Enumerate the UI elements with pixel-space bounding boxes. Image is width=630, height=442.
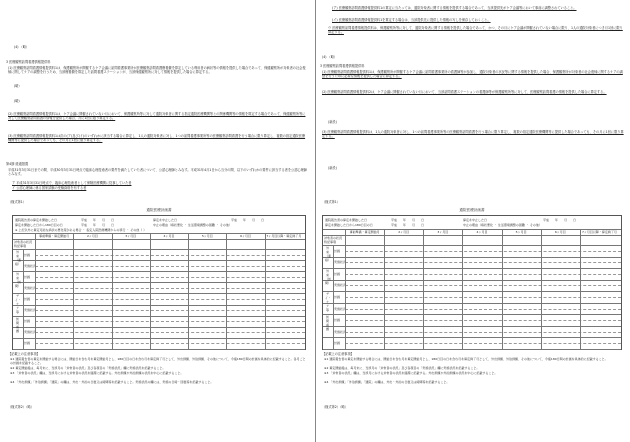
plan-section-label: 訪問看護 (15, 316, 19, 333)
right-plan-table-title: 通院医療計画書 (459, 208, 485, 212)
right-stop-date-value: 平成 年 月 日 (543, 218, 577, 222)
right-form-item-4: (4) （略） (322, 55, 338, 59)
start-date-value: 平成 年 月 日 (81, 218, 115, 222)
plan-row-label: 計画 (334, 295, 341, 299)
plan-month-label: 4ヶ月目 (163, 234, 175, 238)
stop-date-value: 平成 年 月 日 (231, 218, 265, 222)
plan-month-label: 2ヶ月目 (398, 230, 410, 234)
plan-section-label: 訪問看護 (325, 315, 329, 332)
plan-row-label: 計画 (24, 341, 31, 346)
plan-month-label: 5ヶ月目 (515, 230, 527, 234)
right-section-3-para-3: (新設) (328, 120, 337, 124)
right-section-4-head: (新設) (328, 166, 337, 170)
start-date-label: 通院報告書の算定を開始した日 (15, 218, 58, 222)
plan-month-label: 2ヶ月目 (86, 234, 98, 238)
section-3-para-3: (略) (14, 99, 20, 103)
plan-section-divider (323, 349, 621, 350)
plan-month-label: 7ヶ月目以降・算定終了月 (581, 230, 617, 234)
plan-table-title: 通院医療計画書 (146, 208, 172, 212)
plan-row-label: 計画 (334, 248, 341, 253)
right-start-date-value: 平成 年 月 日 (391, 218, 425, 222)
section-3-para-5: (3) 医療観察訪問看護情報提供料1は次の(ア)及び(イ)のいずれかに該当する場合に算定し、1人の通院対象者に対し、1つの訪問看護事業所等の医療観察訪問看護を行う場合に限り算定し、複数の指定通院医療機関等に提供した場合であっても、その月に1回に限り算定する。 (8, 134, 306, 143)
plan-month-label: 4ヶ月目 (476, 230, 488, 234)
plan-column-divider (35, 233, 36, 349)
stop-date-label: 算定を中止した日 (153, 218, 178, 222)
plan-section-label: 外来（訪問） (325, 269, 332, 286)
day180-value: 平成 年 月 日 (81, 223, 115, 227)
plan-row-label: 実施状況 (24, 330, 37, 335)
right-top-para-3: ウ 医療観察訪問看護情報提供料は、保護観察所等に対して、通院対象者に関する情報を提供した場合であって、かつ、その月にケア会議が開催されていない場合に限り、1人の通院対象者につき月1回に限り算定する。 (328, 26, 623, 35)
note-3: ※3 「対象者の状況」欄は、当該月における対象者の状況を簡潔に記載する。外出訓練や外泊訓練の状況を中心に記載すること。 (10, 371, 184, 375)
section-4-item-b: イ 公認心理師に係る国家試験の受験資格を有する者 (12, 186, 87, 190)
right-notes-title: 【記載上の注意事項】 (322, 352, 354, 356)
form-item-4: (4) （略） (14, 45, 30, 49)
plan-row-label: 実施状況 (334, 260, 347, 265)
plan-column-divider (188, 233, 189, 349)
plan-month-label: 3ヶ月目 (437, 230, 449, 234)
right-note-3: ※3 「対象者の状況」欄は、当該月における対象者の状況を簡潔に記載する。外出訓練や外泊訓練の状況を中心に記載すること。 (324, 371, 498, 375)
note-2: ※2 算定開始後は、毎月末に、当該月の「対象者の状況」及び各項目の「実施状況」欄に実施状況を記載すること。 (10, 366, 166, 370)
plan-column-divider (502, 229, 503, 349)
plan-month-label: 3ヶ月目 (125, 234, 137, 238)
right-stop-date-label: 算定を中止した日 (463, 218, 488, 222)
plan-column-divider (150, 233, 151, 349)
plan-month-label: 6ヶ月目 (554, 230, 566, 234)
plan-table (12, 208, 306, 350)
plan-row-label: 実施状況 (24, 308, 37, 313)
plan-section-divider (13, 349, 305, 350)
note-4: ※4 「外出訓練」「外泊訓練」「通院」の欄は、外出・外泊の日数又は時間等を記載すること。実施状況の欄には、実施の日時・回数等を記載すること。 (10, 380, 214, 384)
right-section-3-title: 3 医療観察訪問看護情報提供料 (320, 64, 365, 68)
plan-row-label: 計画 (24, 319, 31, 324)
right-day180-label: 算定を開始した日から180日目の日 (325, 223, 373, 227)
plan-month-label: 事前準備・算定開始月 (349, 230, 380, 234)
day180-label: 算定を開始した日から180日目の日 (15, 223, 63, 227)
plan-row-label: 実施状況 (24, 263, 37, 268)
right-page (316, 0, 630, 442)
plan-column-divider (580, 229, 581, 349)
plan-section-label: 外来（訪問） (15, 272, 22, 289)
plan-column-divider (541, 229, 542, 349)
right-start-date-label: 通院報告書の算定を開始した日 (325, 218, 368, 222)
right-section-3-para-4: (3) 医療観察訪問看護情報提供料は、1人の通院対象者に対し、1つの訪問看護事業所等の医療観察訪問看護を行う場合に限り算定し、複数の指定通院医療機関等に提供した場合であっても、その月に1回に限り算定する。 (322, 130, 624, 139)
section-3-para-1: (1) 医療観察訪問看護情報提供料1は、保護観察所が開催するケア会議に訪問看護事業所が医療観察訪問看護療養費を算定している利用者の病状等の情報を提供した場合であって、保健観察所が対象者の社会復帰に関してケアの調整を行うため、当該療養費を算定した訪問看護ステーションが、当該保健観察所に対して情報を提供した場合に算定する。 (8, 66, 306, 75)
right-day180-value: 平成 年 月 日 (391, 223, 425, 227)
right-note-2: ※2 算定開始後は、毎月末に、当該月の「対象者の状況」及び各項目の「実施状況」欄に実施状況を記載すること。 (324, 366, 480, 370)
plan-status-label: 対象者の状況 特記事項 (324, 236, 343, 245)
plan-column-divider (112, 233, 113, 349)
section-4-para: 平成31年3月31日までの間、平成30年3月31日時点で臨床心理技術者の要件を満たしていた者について、公認心理師とみなす。平成31年4月1日から当分の間、以下のいずれかの要件に該当する者を公認心理師とみなす。 (8, 168, 307, 177)
right-note-4: ※4 「外出訓練」「外泊訓練」「通院」の欄は、外出・外泊の日数又は時間等を記載すること。 (324, 380, 450, 384)
plan-column-divider (226, 233, 227, 349)
plan-month-label: 5ヶ月目 (201, 234, 213, 238)
plan-column-divider (265, 233, 266, 349)
plan-row-label: 計画 (24, 274, 31, 279)
plan-grid (13, 233, 305, 349)
note-1: ※1 通院報告書の算定を開始する場合には、開始日を含む月を算定開始月とし、180日目の日を含む月を算定終了月として、外出訓練、外泊訓練、その他について、今後180日間の計画を具体的に記載すること。各月ごとの計画を記載すること。 (10, 357, 306, 366)
plan-row-label: 実施状況 (24, 285, 37, 290)
plan-section-label: デイ・ケア等 (15, 294, 22, 315)
section-3-title: 3 医療観察訪問看護情報提供料 (6, 60, 51, 64)
plan-status-label: 対象者の状況 特記事項 (14, 240, 33, 249)
plan-column-divider (384, 229, 385, 349)
right-plan-table (322, 208, 622, 350)
form-1-label: （様式第1） (8, 200, 26, 204)
section-4-title: 第4節 経過措置 (6, 162, 29, 166)
plan-column-divider (462, 229, 463, 349)
plan-month-label: 7ヶ月目以降・算定終了月 (266, 234, 302, 238)
plan-column-divider (423, 229, 424, 349)
plan-section-label: デイ・ケア等 (325, 292, 332, 313)
section-4-item-a: ア 平成31年3月31日時点で、臨床心理技術者として保険医療機関に従事していた者 (12, 181, 132, 185)
section-3-para-2: (略） (14, 84, 22, 88)
plan-row-label: 実施状況 (334, 329, 347, 334)
right-section-3-para-2: (2) 医療観察訪問看護情報提供料2は、ケア会議に開催されていない月において、当該訪問看護ステーションの看護師等が保護観察所等に対して、医療観察訪問看護の情報を提供した場合に算定する。 (322, 90, 607, 94)
right-top-para-1: (ア) 医療観察訪問看護情報提供料1の算定に当たっては、通院対象者に関する情報を提供する場合であって、当該提供先がケア会議等において事前に調整されていること。 (332, 6, 577, 10)
plan-row-label: 計画 (334, 271, 341, 276)
plan-column-divider (23, 249, 24, 349)
right-plan-grid (323, 229, 621, 349)
other-conditions: ※ 上記以外に算定可能な病状の悪化等がある場合 ・ 指定入院医療機関からの移行 ・ その他（ ） (15, 228, 147, 232)
plan-row-label: 実施状況 (334, 283, 347, 288)
plan-row-label: 計画 (334, 341, 341, 346)
plan-row-label: 計画 (24, 297, 31, 301)
right-form-2-label: （様式第2）（略） (322, 405, 348, 409)
plan-column-divider (345, 229, 346, 349)
plan-column-divider (333, 245, 334, 349)
section-3-para-4: (2) 医療観察訪問看護情報提供料1は、ケア会議に開催されていない月において、保護観察所等に対して通院対象者に関する指定通院医療機関等との関係機関等の情報を算定する場合であって、保健観察所等に対して医療観察訪問看護の情報を提供した場合、月に1回に限り算定する。 (8, 112, 306, 121)
right-section-3-para-1: (1) 医療観察訪問看護情報提供料1は、保護観察所が開催するケア会議に訪問看護事業所の看護師等が参加し、通院対象者の状況等に関する情報を提供した場合、保護観察所が対象者の社会復帰に関するケアの調整を行うために必要な情報を提供した場合に算定する。 (322, 70, 623, 79)
plan-row-label: 実施状況 (334, 306, 347, 311)
plan-column-divider (73, 233, 74, 349)
right-note-1: ※1 通院報告書の算定を開始する場合には、開始日を含む月を算定開始月とし、180日目の日を含む月を算定終了月として、外出訓練、外泊訓練、その他について、今後180日間の計画を具体的に記載すること。 (324, 357, 608, 361)
plan-section-label: 外来（面接） (325, 246, 332, 262)
stop-reason: 中止の理由（病状悪化 ・ 生活環境調整の困難 ・ その他） (153, 223, 232, 227)
notes-title: 【記載上の注意事項】 (8, 352, 40, 356)
plan-row-label: 計画 (334, 318, 341, 323)
right-top-para-2: (イ) 医療観察訪問看護情報提供料1を算定する場合は、当該提供先に提供した情報の写しを保存しておくこと。 (332, 18, 491, 22)
plan-month-label: 事前準備・算定開始月 (39, 234, 70, 238)
right-stop-reason: 中止の理由（病状悪化 ・ 生活環境調整の困難 ・ その他） (463, 223, 542, 227)
form-2-label: （様式第2）（略） (8, 405, 34, 409)
plan-section-label: 外来（面接） (15, 250, 22, 266)
right-form-1-label: （様式第1） (322, 200, 340, 204)
plan-month-label: 6ヶ月目 (240, 234, 252, 238)
plan-row-label: 計画 (24, 252, 31, 257)
